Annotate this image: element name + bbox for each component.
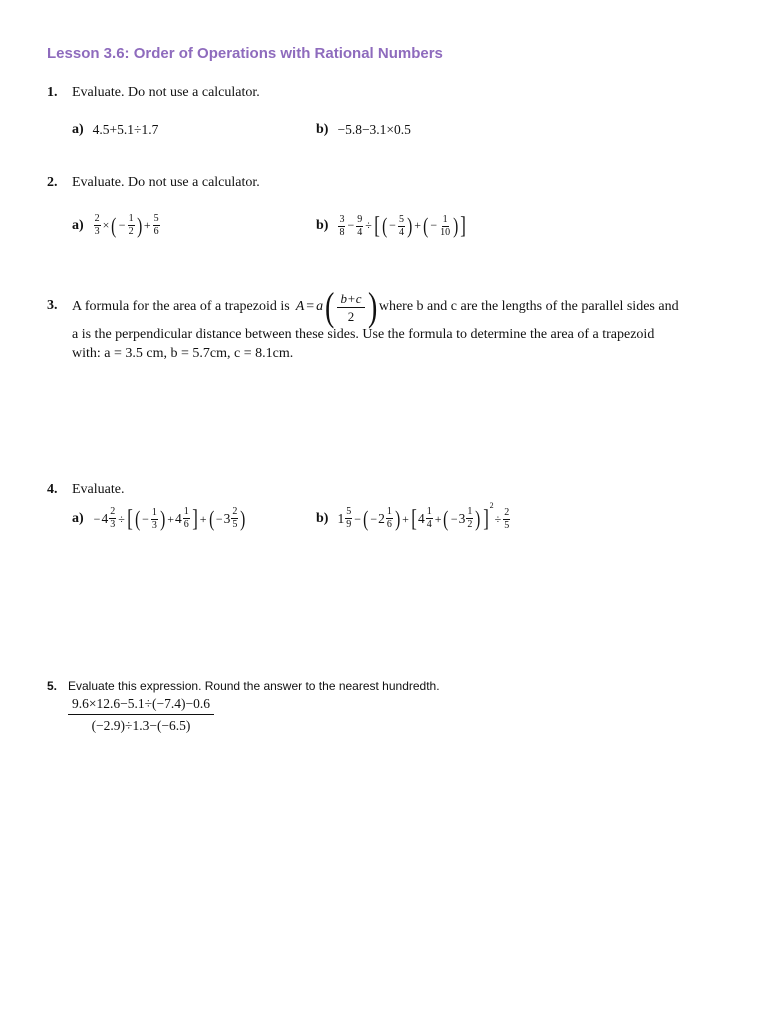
question-2a	[72, 214, 161, 237]
expression-2a: $\frac{2}{3}$ ×( − $\frac{1}{2}$ ) + $\frac{5}{6}$	[94, 212, 159, 238]
question-1-number: 1.	[47, 85, 58, 100]
question-4-text: Evaluate.	[72, 482, 125, 497]
formula-denominator: 2	[347, 308, 355, 324]
part-label: b)	[316, 122, 329, 137]
formula-numerator: b+c	[340, 290, 362, 306]
question-2-text: Evaluate. Do not use a calculator.	[72, 175, 260, 190]
question-4-number: 4.	[47, 482, 58, 497]
part-label: a)	[72, 511, 84, 527]
question-5-expression	[68, 695, 214, 734]
question-4b	[316, 501, 511, 533]
lesson-title: Lesson 3.6: Order of Operations with Rational Numbers	[47, 45, 443, 62]
formula-A: A	[295, 299, 305, 314]
q5-numerator: 9.6×12.6−5.1÷(−7.4)−0.6	[68, 696, 214, 715]
question-3-line-3: with: a = 3.5 cm, b = 5.7cm, c = 8.1cm.	[72, 346, 294, 361]
expression-2b: $\frac{3}{8}$ − $\frac{9}{4}$ ÷[ ( − $\frac{5}{4}$ ) +( − $\frac{1}{10}$ )]	[339, 213, 467, 239]
question-1a	[72, 122, 158, 138]
question-5-text: Evaluate this expression. Round the answer to the nearest hundredth.	[68, 679, 440, 693]
formula-a: a	[316, 299, 324, 314]
q3-text-start: A formula for the area of a trapezoid is	[72, 299, 290, 314]
expression-1a: 4.5+5.1÷1.7	[92, 122, 159, 137]
part-label: a)	[72, 122, 84, 137]
formula-equals: =	[306, 299, 315, 314]
part-label: b)	[316, 511, 329, 527]
question-3-number: 3.	[47, 298, 58, 313]
q3-text-end: where b and c are the lengths of the parallel sides and	[378, 299, 679, 314]
question-5-number: 5.	[47, 679, 58, 693]
question-3-line-1	[72, 285, 679, 329]
formula-fraction	[337, 292, 364, 323]
question-4a	[72, 507, 247, 531]
question-1-text: Evaluate. Do not use a calculator.	[72, 85, 260, 100]
question-3-line-2: a is the perpendicular distance between these sides. Use the formula to determine the area of a trapezoid	[72, 327, 655, 342]
expression-4b: 1 $\frac{5}{9}$ −( − 2 $\frac{1}{6}$ ) +[ 4 $\frac{1}{4}$ +( − 3 $\frac{1}{2}$ )]$^2$÷ $\frac{2}{5}$	[337, 501, 510, 533]
q5-denominator: (−2.9)÷1.3−(−6.5)	[91, 718, 191, 733]
part-label: a)	[72, 217, 84, 233]
question-2b	[316, 214, 467, 238]
question-2-number: 2.	[47, 175, 58, 190]
part-label: b)	[316, 218, 329, 233]
expression-4a: − 4 $\frac{2}{3}$ ÷[ ( − $\frac{1}{3}$ ) + 4 $\frac{1}{6}$ ] +( − 3 $\frac{2}{5}$ )	[93, 506, 246, 533]
expression-1b: −5.8−3.1×0.5	[337, 122, 411, 137]
question-1b	[316, 122, 411, 138]
trapezoid-formula: A = a ( $\frac{b+c}{2}$ )	[295, 284, 377, 329]
